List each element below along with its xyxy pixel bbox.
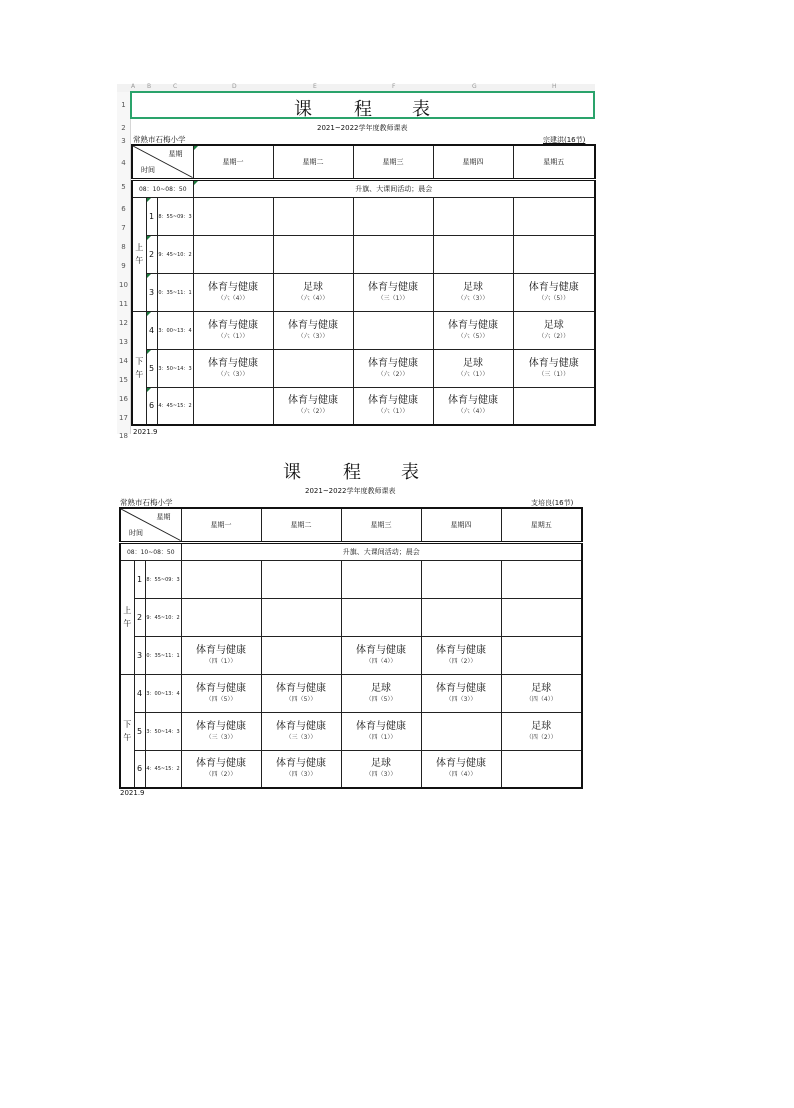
title-char: 课 xyxy=(283,462,301,483)
period-number: 3 xyxy=(134,636,145,674)
row-header[interactable]: 16 xyxy=(119,395,128,403)
class-name: （三（1）） xyxy=(377,294,409,302)
schedule-cell xyxy=(341,674,421,712)
row-header[interactable]: 14 xyxy=(119,357,128,365)
schedule-cell[interactable] xyxy=(353,311,433,349)
schedule-cell[interactable] xyxy=(433,235,513,273)
day-header[interactable]: 星期五 xyxy=(513,145,595,179)
period-time: 3：00~13：4 xyxy=(145,674,181,712)
schedule-cell[interactable] xyxy=(273,273,353,311)
morning-time: 08：10~08：50 xyxy=(120,542,181,560)
period-number[interactable]: 4 xyxy=(146,311,157,349)
subject-name: 体育与健康 xyxy=(196,758,246,770)
morning-activity[interactable]: 升旗、大课间活动；晨会 xyxy=(193,179,595,197)
subject-name: 体育与健康 xyxy=(208,319,258,331)
schedule-cell[interactable] xyxy=(513,235,595,273)
period-time[interactable]: 4：45~15：2 xyxy=(157,387,193,425)
subject-name: 足球 xyxy=(463,281,483,293)
schedule-cell[interactable] xyxy=(513,311,595,349)
period-number: 4 xyxy=(134,674,145,712)
schedule-cell xyxy=(261,750,341,788)
schedule-cell xyxy=(181,750,261,788)
row-header[interactable]: 18 xyxy=(119,432,128,440)
row-header[interactable]: 17 xyxy=(119,414,128,422)
period-number[interactable]: 1 xyxy=(146,197,157,235)
afternoon-label xyxy=(120,674,134,788)
schedule-cell xyxy=(261,712,341,750)
class-name: （六（5）） xyxy=(457,332,489,340)
row-header[interactable]: 8 xyxy=(121,243,126,251)
schedule-cell[interactable] xyxy=(353,197,433,235)
period-time: 4：45~15：2 xyxy=(145,750,181,788)
period-number: 2 xyxy=(134,598,145,636)
class-name: （六（2）） xyxy=(297,408,329,416)
class-name: （四（5）） xyxy=(285,695,317,703)
row-header[interactable]: 3 xyxy=(121,137,126,145)
row-header[interactable]: 9 xyxy=(121,262,126,270)
am-char: 午 xyxy=(135,256,144,265)
row-header[interactable]: 7 xyxy=(121,224,126,232)
class-name: （四（2）） xyxy=(205,771,237,779)
am-char: 上 xyxy=(135,243,144,252)
subject-name: 体育与健康 xyxy=(288,319,338,331)
row-header[interactable]: 5 xyxy=(121,183,126,191)
period-time[interactable]: 9：45~10：2 xyxy=(157,235,193,273)
schedule-cell[interactable] xyxy=(193,235,273,273)
class-name: （六（2）） xyxy=(377,370,409,378)
schedule-cell xyxy=(341,750,421,788)
schedule-cell[interactable] xyxy=(433,273,513,311)
day-header: 星期一 xyxy=(181,508,261,542)
schedule-cell xyxy=(421,560,501,598)
class-name: （四（2）） xyxy=(525,733,557,741)
schedule-cell xyxy=(181,674,261,712)
schedule-cell xyxy=(421,674,501,712)
schedule-cell[interactable] xyxy=(433,387,513,425)
row-header[interactable]: 6 xyxy=(121,205,126,213)
schedule-cell xyxy=(181,636,261,674)
subject-name: 体育与健康 xyxy=(368,357,418,369)
schedule-cell xyxy=(341,598,421,636)
title-char: 表 xyxy=(412,99,430,120)
am-char: 上 xyxy=(123,606,132,615)
row-header[interactable]: 11 xyxy=(119,300,128,308)
schedule-cell[interactable] xyxy=(273,235,353,273)
schedule-cell[interactable] xyxy=(193,311,273,349)
corner-time-label: 时间 xyxy=(141,165,155,174)
day-header: 星期二 xyxy=(261,508,341,542)
class-name: （三（3）） xyxy=(205,733,237,741)
row-header[interactable]: 1 xyxy=(121,101,126,109)
class-name: （六（4）） xyxy=(297,294,329,302)
schedule-cell[interactable] xyxy=(193,349,273,387)
column-header-d[interactable]: D xyxy=(232,83,237,90)
subject-name: 体育与健康 xyxy=(448,319,498,331)
class-name: （四（2）） xyxy=(445,657,477,665)
header-corner xyxy=(120,508,181,542)
morning-label xyxy=(120,560,134,674)
period-number[interactable]: 5 xyxy=(146,349,157,387)
day-header[interactable]: 星期一 xyxy=(193,145,273,179)
schedule-cell xyxy=(261,636,341,674)
day-header: 星期三 xyxy=(341,508,421,542)
schedule-cell xyxy=(421,712,501,750)
row-header-bar[interactable] xyxy=(117,92,131,440)
subject-name: 足球 xyxy=(463,357,483,369)
schedule-cell[interactable] xyxy=(193,197,273,235)
footer-date: 2021.9 xyxy=(133,428,158,436)
schedule-cell[interactable] xyxy=(433,311,513,349)
schedule-cell[interactable] xyxy=(273,311,353,349)
corner-weekday-label: 星期 xyxy=(156,513,171,521)
schedule-cell xyxy=(341,560,421,598)
schedule-cell xyxy=(421,750,501,788)
class-name: （四（3）） xyxy=(285,771,317,779)
subject-name: 足球 xyxy=(371,758,391,770)
schedule-cell[interactable] xyxy=(273,349,353,387)
period-number: 1 xyxy=(134,560,145,598)
day-header: 星期四 xyxy=(421,508,501,542)
subject-name: 体育与健康 xyxy=(436,644,486,656)
timetable xyxy=(131,144,596,426)
schedule-cell xyxy=(261,674,341,712)
title-char: 程 xyxy=(354,99,372,120)
school-name: 常熟市石梅小学 xyxy=(120,498,173,507)
subject-name: 体育与健康 xyxy=(276,682,326,694)
morning-time[interactable]: 08：10~08：50 xyxy=(132,179,193,197)
period-time[interactable]: 8：55~09：3 xyxy=(157,197,193,235)
afternoon-label xyxy=(132,311,146,425)
schedule-cell[interactable] xyxy=(433,349,513,387)
schedule-cell[interactable] xyxy=(273,197,353,235)
column-header-e[interactable]: E xyxy=(313,83,317,90)
class-name: （三（3）） xyxy=(285,733,317,741)
column-header-a[interactable]: A xyxy=(131,83,136,90)
schedule-cell xyxy=(421,636,501,674)
subject-name: 体育与健康 xyxy=(288,395,338,407)
subject-name: 足球 xyxy=(531,682,552,694)
schedule-cell[interactable] xyxy=(353,349,433,387)
timetable xyxy=(119,507,583,789)
subject-name: 体育与健康 xyxy=(356,644,406,656)
schedule-cell[interactable] xyxy=(193,273,273,311)
schedule-cell xyxy=(421,598,501,636)
class-name: （四（1）） xyxy=(365,733,397,741)
schedule-cell[interactable] xyxy=(353,235,433,273)
period-time[interactable]: 0：35~11：1 xyxy=(157,273,193,311)
row-header[interactable]: 13 xyxy=(119,338,128,346)
schedule-cell[interactable] xyxy=(513,387,595,425)
subject-name: 足球 xyxy=(543,319,564,331)
day-header[interactable]: 星期三 xyxy=(353,145,433,179)
subject-name: 体育与健康 xyxy=(276,720,326,732)
school-name: 常熟市石梅小学 xyxy=(133,135,186,144)
class-name: （六（4）） xyxy=(457,408,489,416)
schedule-cell xyxy=(501,598,582,636)
class-name: （四（4）） xyxy=(445,771,477,779)
class-name: （四（3）） xyxy=(365,771,397,779)
schedule-cell[interactable] xyxy=(353,387,433,425)
class-name: （四（5）） xyxy=(365,695,397,703)
teacher-name: 宗建洪(16节) xyxy=(543,136,586,144)
schedule-cell xyxy=(501,712,582,750)
subject-name: 体育与健康 xyxy=(448,395,498,407)
pm-char: 下 xyxy=(135,356,144,366)
subject-name: 体育与健康 xyxy=(196,682,246,694)
day-header[interactable]: 星期二 xyxy=(273,145,353,179)
schedule-cell[interactable] xyxy=(353,273,433,311)
period-number: 5 xyxy=(134,712,145,750)
schedule-cell xyxy=(501,560,582,598)
row-header[interactable]: 10 xyxy=(119,281,128,289)
column-header-b[interactable]: B xyxy=(147,83,152,90)
period-number[interactable]: 2 xyxy=(146,235,157,273)
row-header[interactable]: 15 xyxy=(119,376,128,384)
class-name: （四（5）） xyxy=(205,695,237,703)
schedule-cell xyxy=(261,598,341,636)
class-name: （四（1）） xyxy=(205,657,237,665)
class-name: （六（5）） xyxy=(538,294,570,302)
subtitle: 2021~2022学年度教师课表 xyxy=(305,487,396,495)
subject-name: 足球 xyxy=(531,720,552,732)
schedule-cell[interactable] xyxy=(513,197,595,235)
schedule-cell xyxy=(501,674,582,712)
subject-name: 体育与健康 xyxy=(208,357,258,369)
subject-name: 体育与健康 xyxy=(196,720,246,732)
period-time: 8：55~09：3 xyxy=(145,560,181,598)
morning-activity: 升旗、大课间活动；晨会 xyxy=(181,542,582,560)
schedule-cell xyxy=(181,560,261,598)
subject-name: 体育与健康 xyxy=(368,395,418,407)
morning-label xyxy=(132,197,146,311)
subject-name: 足球 xyxy=(371,682,391,694)
schedule-cell[interactable] xyxy=(433,197,513,235)
teacher-name: 支培良(16节) xyxy=(531,499,574,507)
column-header-g[interactable]: G xyxy=(472,83,477,90)
class-name: （四（3）） xyxy=(445,695,477,703)
period-number: 6 xyxy=(134,750,145,788)
subject-name: 体育与健康 xyxy=(356,720,406,732)
class-name: （六（2）） xyxy=(538,332,570,340)
class-name: （三（1）） xyxy=(538,370,570,378)
schedule-cell xyxy=(181,712,261,750)
subject-name: 体育与健康 xyxy=(208,281,258,293)
schedule-cell xyxy=(501,750,582,788)
corner-weekday-label: 星期 xyxy=(168,150,183,158)
title-char: 表 xyxy=(401,462,419,483)
schedule-cell[interactable] xyxy=(273,387,353,425)
class-name: （四（4）） xyxy=(525,695,557,703)
class-name: （六（1）） xyxy=(217,332,249,340)
row-header[interactable]: 2 xyxy=(121,124,126,132)
column-header-h[interactable]: H xyxy=(552,83,557,90)
schedule-cell xyxy=(501,636,582,674)
day-header: 星期五 xyxy=(501,508,582,542)
schedule-cell xyxy=(341,636,421,674)
footer-date: 2021.9 xyxy=(120,789,145,797)
pm-char: 午 xyxy=(135,369,144,379)
page-title xyxy=(294,95,444,120)
column-header-f[interactable]: F xyxy=(392,83,396,90)
pm-char: 午 xyxy=(123,732,132,742)
am-char: 午 xyxy=(123,619,132,628)
class-name: （四（4）） xyxy=(365,657,397,665)
row-header[interactable]: 4 xyxy=(121,159,126,167)
day-header[interactable]: 星期四 xyxy=(433,145,513,179)
class-name: （六（3）） xyxy=(297,332,329,340)
period-time[interactable]: 3：50~14：3 xyxy=(157,349,193,387)
subject-name: 体育与健康 xyxy=(276,758,326,770)
period-time: 0：35~11：1 xyxy=(145,636,181,674)
schedule-cell[interactable] xyxy=(193,387,273,425)
subject-name: 体育与健康 xyxy=(196,644,246,656)
class-name: （六（4）） xyxy=(217,294,249,302)
row-header[interactable]: 12 xyxy=(119,319,128,327)
subject-name: 体育与健康 xyxy=(368,281,418,293)
class-name: （六（1）） xyxy=(377,408,409,416)
schedule-cell xyxy=(341,712,421,750)
title-char: 程 xyxy=(343,462,361,483)
schedule-cell[interactable] xyxy=(513,349,595,387)
subject-name: 体育与健康 xyxy=(528,281,579,293)
class-name: （六（1）） xyxy=(457,370,489,378)
subject-name: 体育与健康 xyxy=(436,758,486,770)
subject-name: 体育与健康 xyxy=(436,682,486,694)
corner-time-label: 时间 xyxy=(129,528,143,537)
schedule-cell[interactable] xyxy=(513,273,595,311)
period-time: 3：50~14：3 xyxy=(145,712,181,750)
period-number[interactable]: 3 xyxy=(146,273,157,311)
header-corner xyxy=(132,145,193,179)
period-number[interactable]: 6 xyxy=(146,387,157,425)
title-char: 课 xyxy=(294,99,312,120)
subject-name: 体育与健康 xyxy=(528,357,579,369)
period-time: 9：45~10：2 xyxy=(145,598,181,636)
class-name: （六（3）） xyxy=(217,370,249,378)
class-name: （六（3）） xyxy=(457,294,489,302)
page-title xyxy=(283,458,433,483)
period-time[interactable]: 3：00~13：4 xyxy=(157,311,193,349)
pm-char: 下 xyxy=(123,719,132,729)
subtitle: 2021~2022学年度教师课表 xyxy=(317,124,408,132)
schedule-cell xyxy=(181,598,261,636)
column-header-c[interactable]: C xyxy=(173,83,178,90)
subject-name: 足球 xyxy=(303,281,323,293)
schedule-cell xyxy=(261,560,341,598)
